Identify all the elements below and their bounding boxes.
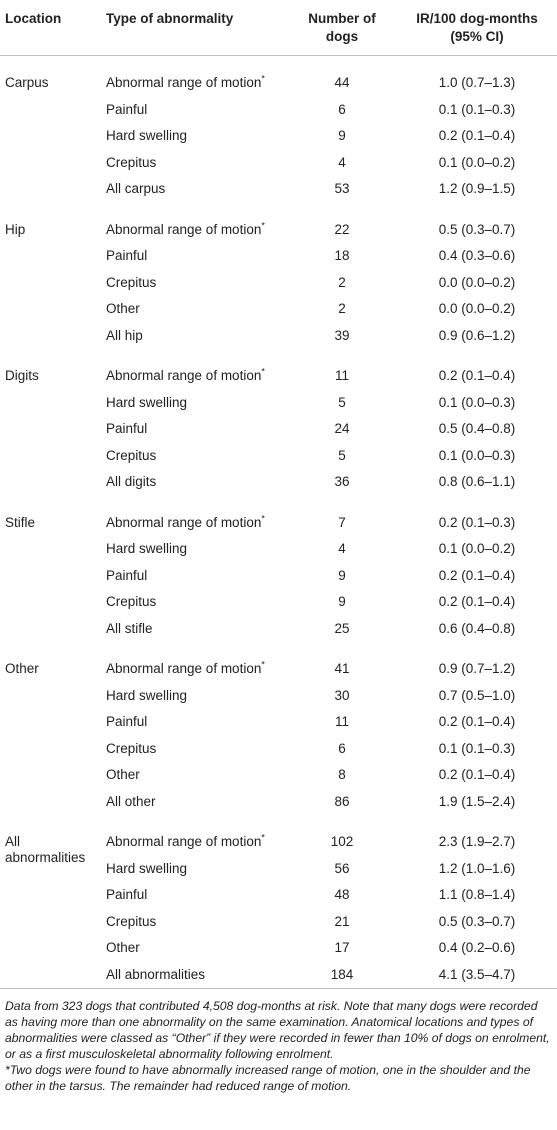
cell-count: 9: [338, 594, 346, 610]
table-row: [0, 829, 557, 856]
cell-type: Hard swelling: [106, 860, 188, 876]
cell-count: 53: [334, 181, 350, 197]
cell-type: Crepitus: [106, 447, 157, 463]
cell-ir: 0.1 (0.0–0.2): [438, 541, 516, 557]
cell-ir: 1.2 (1.0–1.6): [438, 860, 516, 876]
cell-type: Crepitus: [106, 594, 157, 610]
cell-ir: 2.3 (1.9–2.7): [438, 834, 516, 850]
cell-count: 56: [334, 860, 350, 876]
cell-type: Crepitus: [106, 740, 157, 756]
cell-count: 86: [334, 793, 350, 809]
cell-ir: 1.1 (0.8–1.4): [438, 887, 516, 903]
cell-location: Carpus: [5, 75, 49, 90]
cell-count: 8: [338, 767, 346, 783]
cell-count: 21: [334, 913, 350, 929]
cell-count: 11: [334, 368, 349, 384]
cell-type: Painful: [106, 714, 148, 730]
group-spacer-cell: [0, 642, 557, 656]
cell-count: 2: [338, 274, 346, 290]
cell-count: 184: [330, 966, 354, 982]
cell-type: All hip: [106, 327, 143, 343]
footnote-marker: *: [261, 366, 265, 377]
cell-ir: 0.4 (0.2–0.6): [438, 940, 516, 956]
cell-ir: 0.4 (0.3–0.6): [438, 248, 516, 264]
cell-type: All stifle: [106, 620, 153, 636]
cell-count: 5: [338, 447, 346, 463]
group-spacer: [0, 642, 557, 656]
table-footnote: *Two dogs were found to have abnormally increased range of motion, one in the shoulder and the other in the tarsus. The remainder had reduced range of motion.: [5, 1063, 531, 1093]
table-notes: [0, 988, 557, 1094]
cell-ir: 0.1 (0.0–0.2): [438, 154, 516, 170]
table-row: [0, 510, 557, 537]
cell-type: All other: [106, 793, 156, 809]
header-type: Type of abnormality: [100, 0, 287, 56]
cell-ir: 0.8 (0.6–1.1): [438, 474, 516, 490]
cell-count: 24: [334, 421, 350, 437]
cell-type: Hard swelling: [106, 687, 188, 703]
cell-count: 18: [334, 248, 350, 264]
table-row: [0, 217, 557, 244]
cell-count: 7: [338, 514, 346, 530]
footnote-marker: *: [261, 220, 265, 231]
cell-count: 48: [334, 887, 350, 903]
footnote-marker: *: [261, 659, 265, 670]
cell-type: Painful: [106, 248, 148, 264]
cell-location: Digits: [5, 368, 39, 383]
cell-ir: 1.9 (1.5–2.4): [438, 793, 516, 809]
cell-location: Stifle: [5, 514, 36, 530]
footnote-marker: *: [261, 832, 265, 843]
cell-ir: 0.7 (0.5–1.0): [438, 687, 516, 703]
cell-type: All carpus: [106, 181, 166, 197]
cell-count: 2: [338, 301, 346, 317]
cell-type: Abnormal range of motion*: [106, 832, 265, 850]
table-row: [0, 363, 557, 390]
cell-ir: 0.9 (0.7–1.2): [438, 661, 516, 677]
cell-count: 9: [338, 128, 346, 144]
cell-type: Crepitus: [106, 154, 157, 170]
cell-ir: 1.2 (0.9–1.5): [438, 181, 516, 197]
header-location: Location: [0, 0, 100, 56]
cell-count: 17: [334, 940, 350, 956]
cell-count: 4: [338, 154, 346, 170]
group-spacer: [0, 815, 557, 829]
cell-type: Painful: [106, 887, 148, 903]
cell-type: Crepitus: [106, 274, 157, 290]
cell-ir: 0.1 (0.1–0.3): [438, 101, 516, 117]
cell-count: 30: [334, 687, 350, 703]
cell-count: 102: [330, 834, 354, 850]
cell-ir: 0.1 (0.0–0.3): [438, 447, 516, 463]
cell-ir: 0.2 (0.1–0.4): [438, 368, 516, 384]
cell-type: Abnormal range of motion*: [106, 73, 265, 91]
cell-location: Hip: [5, 221, 26, 237]
cell-type: Painful: [106, 101, 148, 117]
table-note-main: Data from 323 dogs that contributed 4,508 dog-months at risk. Note that many dogs were recorded as having more than one abnormality on the same examination. Anatomical locations and types of abnormalities were classed as “Other” if they were recorded in fewer than 10% of dogs on enrolment, or as a first musculoskeletal abnormality following enrolment.: [5, 999, 550, 1061]
cell-location: All abnormalities: [5, 834, 86, 865]
group-spacer: [0, 496, 557, 510]
group-spacer: [0, 349, 557, 363]
header-ir: IR/100 dog-months (95% CI): [397, 0, 557, 56]
cell-count: 11: [334, 714, 349, 730]
cell-ir: 0.2 (0.1–0.4): [438, 714, 516, 730]
cell-type: Painful: [106, 567, 148, 583]
group-spacer-cell: [0, 349, 557, 363]
group-spacer-cell: [0, 203, 557, 217]
header-row: [0, 0, 557, 56]
group-spacer-cell: [0, 815, 557, 829]
cell-ir: 0.5 (0.4–0.8): [438, 421, 516, 437]
group-spacer-cell: [0, 56, 557, 71]
footnote-marker: *: [261, 73, 265, 84]
cell-ir: 0.0 (0.0–0.2): [438, 301, 516, 317]
cell-count: 4: [338, 541, 346, 557]
group-spacer: [0, 56, 557, 71]
cell-count: 6: [338, 101, 346, 117]
table-row: [0, 656, 557, 683]
cell-type: Hard swelling: [106, 394, 188, 410]
cell-type: Other: [106, 940, 140, 956]
cell-count: 36: [334, 474, 350, 490]
cell-ir: 0.1 (0.0–0.3): [438, 394, 516, 410]
cell-type: Abnormal range of motion*: [106, 366, 265, 384]
cell-ir: 1.0 (0.7–1.3): [438, 75, 516, 91]
cell-type: Crepitus: [106, 913, 157, 929]
cell-ir: 0.5 (0.3–0.7): [438, 913, 516, 929]
cell-count: 44: [334, 75, 350, 91]
cell-ir: 0.1 (0.1–0.3): [438, 740, 516, 756]
group-spacer: [0, 203, 557, 217]
table-row: [0, 70, 557, 97]
footnote-marker: *: [261, 513, 265, 524]
cell-type: All digits: [106, 474, 157, 490]
cell-count: 41: [334, 661, 350, 677]
cell-count: 22: [334, 221, 350, 237]
cell-ir: 0.2 (0.1–0.4): [438, 767, 516, 783]
cell-count: 5: [338, 394, 346, 410]
cell-ir: 0.9 (0.6–1.2): [438, 327, 516, 343]
cell-location: Other: [5, 661, 39, 676]
cell-type: Other: [106, 767, 140, 783]
cell-type: Painful: [106, 421, 148, 437]
table-header: [0, 0, 557, 56]
cell-ir: 0.2 (0.1–0.4): [438, 567, 516, 583]
cell-type: Abnormal range of motion*: [106, 220, 265, 237]
cell-count: 9: [338, 567, 346, 583]
cell-ir: 0.2 (0.1–0.4): [438, 128, 516, 144]
cell-ir: 0.6 (0.4–0.8): [438, 620, 516, 636]
cell-ir: 0.5 (0.3–0.7): [438, 221, 516, 237]
cell-ir: 4.1 (3.5–4.7): [438, 966, 516, 982]
cell-ir: 0.2 (0.1–0.3): [438, 514, 516, 530]
cell-type: Abnormal range of motion*: [106, 659, 265, 677]
cell-count: 39: [334, 327, 350, 343]
table-body: [0, 56, 557, 989]
header-count: Number of dogs: [287, 0, 397, 56]
cell-ir: 0.2 (0.1–0.4): [438, 594, 516, 610]
cell-type: Other: [106, 301, 140, 317]
cell-count: 6: [338, 740, 346, 756]
cell-type: Hard swelling: [106, 128, 188, 144]
cell-type: Abnormal range of motion*: [106, 513, 265, 530]
cell-type: Hard swelling: [106, 541, 188, 557]
cell-type: All abnormalities: [106, 966, 206, 982]
cell-ir: 0.0 (0.0–0.2): [438, 274, 516, 290]
group-spacer-cell: [0, 496, 557, 510]
cell-count: 25: [334, 620, 350, 636]
